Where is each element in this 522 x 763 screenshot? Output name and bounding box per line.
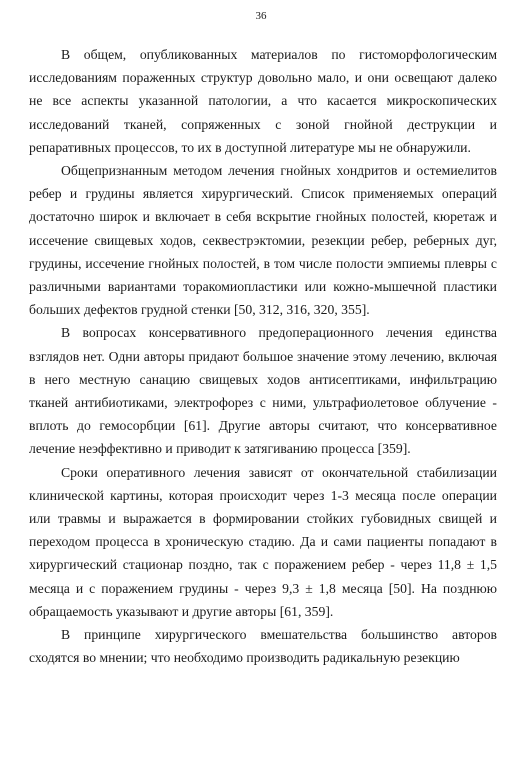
page-number: 36 [255, 10, 267, 22]
paragraph-conservative-treatment: В вопросах консервативного предоперационного лечения единства взглядов нет. Одни авторы придают большое значение этому лечению, включая в него местную санацию свищевых ходов антисептиками, инфильтрацию тканей антибиотиками, электрофорез с ними, ультрафиолетовое облучение - вплоть до гемосорбции [61]. Другие авторы считают, что консервативное лечение неэффективно и приводит к затягиванию процесса [359]. [29, 325, 497, 457]
paragraph-histomorphology: В общем, опубликованных материалов по гистоморфологическим исследованиям пораженных структур довольно мало, и они освещают далеко не все аспекты указанной патологии, а что касается микроскопических исследований тканей, сопряженных с зоной гнойной деструкции и репаративных процессов, то их в доступной литературе мы не обнаружили. [29, 47, 497, 155]
paragraph-operation-timing: Сроки оперативного лечения зависят от окончательной стабилизации клинической картины, которая происходит через 1-3 месяца после операции или травмы и выражается в формировании стойких губовидных свищей и переходом процесса в хроническую стадию. Да и сами пациенты попадают в хирургический стационар поздно, так с поражением ребер - через 11,8 ± 1,5 месяца и с поражением грудины - через 9,3 ± 1,8 месяца [50]. На позднюю обращаемость указывают и другие авторы [61, 359]. [29, 464, 497, 619]
paragraph-surgical-method: Общепризнанным методом лечения гнойных хондритов и остемиелитов ребер и грудины является хирургический. Список применяемых операций достаточно широк и включает в себя вскрытие гнойных полостей, кюретаж и иссечение свищевых ходов, секвестрэктомии, резекции ребер, реберных дуг, грудины, иссечение гнойных полостей, в том числе полости эмпиемы плевры с различными вариантами торакомиопластики или кожно-мышечной пластики больших дефектов грудной стенки [50, 312, 316, 320, 355]. [29, 163, 497, 318]
body-text [29, 43, 497, 669]
paragraph-surgical-principle: В принципе хирургического вмешательства большинство авторов сходятся во мнении; что необходимо производить радикальную резекцию [29, 627, 497, 666]
